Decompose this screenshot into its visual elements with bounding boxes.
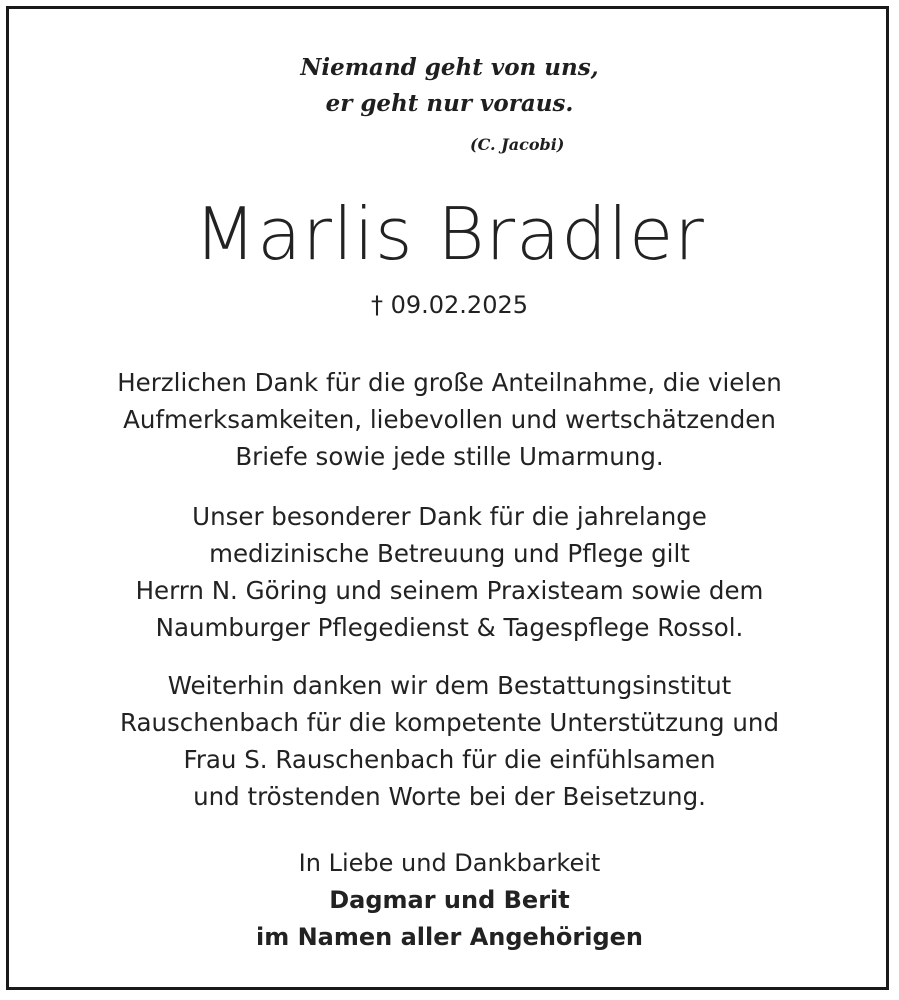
quote-line: Niemand geht von uns,	[300, 54, 599, 81]
signatories-note: im Namen aller Angehörigen	[255, 923, 643, 951]
text-line: Herrn N. Göring und seinem Praxisteam sowie dem	[135, 576, 764, 605]
text-line: und tröstenden Worte bei der Beisetzung.	[193, 782, 706, 811]
text-line: Weiterhin danken wir dem Bestattungsinstitut	[167, 671, 732, 700]
thanks-paragraph-3	[30, 667, 869, 815]
text-line: Frau S. Rauschenbach für die einfühlsamen	[183, 745, 716, 774]
text-line: Aufmerksamkeiten, liebevollen und wertschätzenden	[123, 405, 776, 434]
closing-line: In Liebe und Dankbarkeit	[298, 849, 601, 877]
closing-signature	[0, 845, 899, 956]
thanks-paragraph-2	[30, 498, 869, 646]
text-line: Rauschenbach für die kompetente Unterstützung und	[119, 708, 780, 737]
quote-source: (C. Jacobi)	[470, 135, 565, 154]
signatories: Dagmar und Berit	[329, 886, 570, 914]
quote-line: er geht nur voraus.	[325, 90, 574, 117]
deceased-name: Marlis Bradler	[194, 192, 705, 276]
text-line: Herzlichen Dank für die große Anteilnahme, die vielen	[117, 368, 782, 397]
text-line: medizinische Betreuung und Pflege gilt	[209, 539, 690, 568]
text-line: Naumburger Pflegedienst & Tagespflege Rossol.	[155, 613, 744, 642]
thanks-paragraph-1	[30, 364, 869, 475]
death-date: † 09.02.2025	[370, 291, 529, 319]
quote	[0, 50, 899, 122]
text-line: Briefe sowie jede stille Umarmung.	[235, 442, 664, 471]
text-line: Unser besonderer Dank für die jahrelange	[192, 502, 707, 531]
